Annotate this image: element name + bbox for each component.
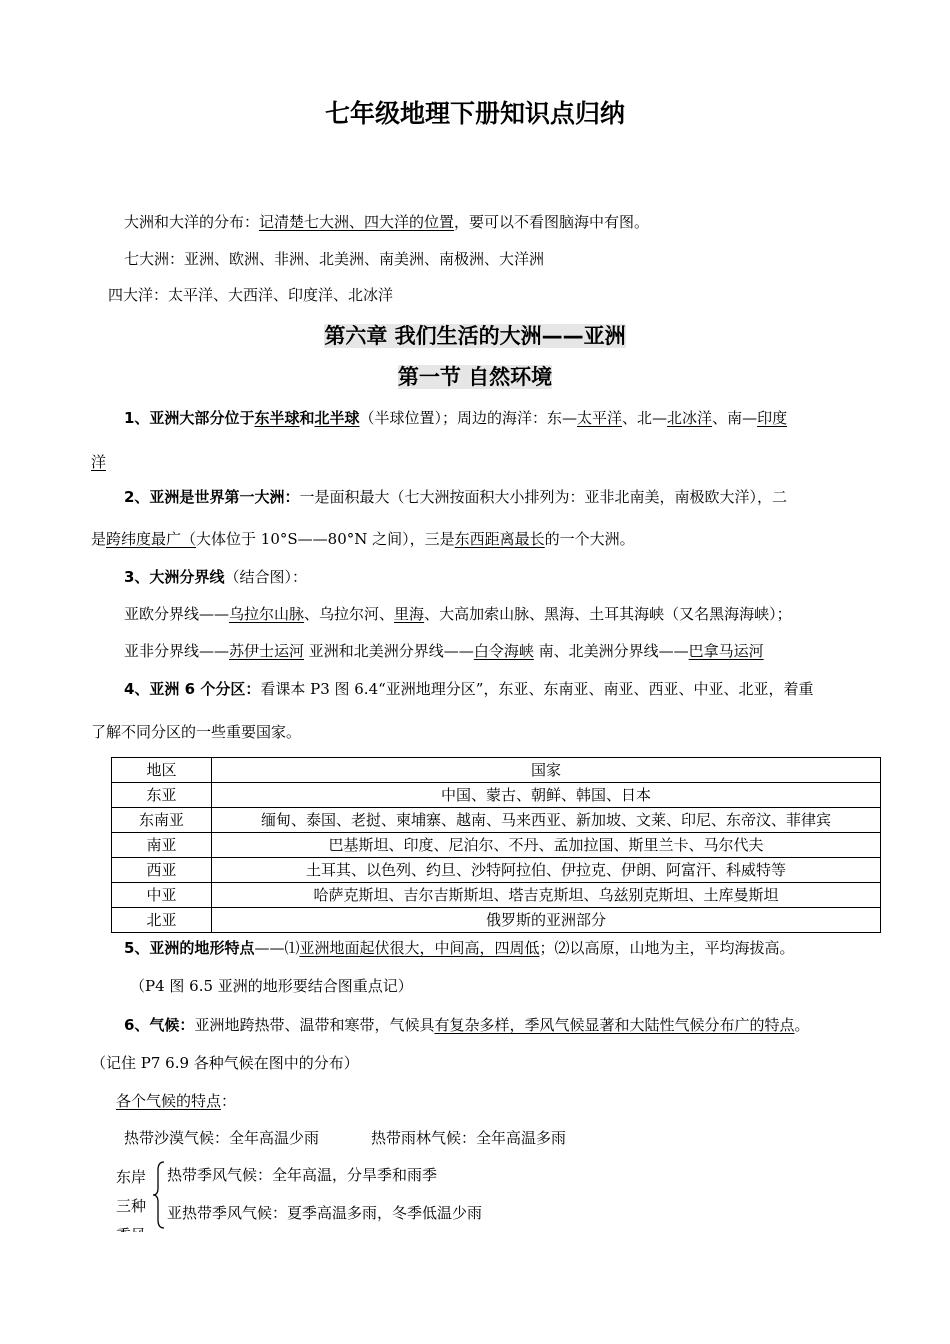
para-4-line-1 — [124, 679, 813, 699]
text: 大洲和大洋的分布： — [124, 213, 260, 231]
intro-line-1 — [124, 212, 649, 232]
table-cell-countries: 中国、蒙古、朝鲜、韩国、日本 — [212, 783, 881, 808]
table-cell-region: 东亚 — [112, 783, 212, 808]
climate-side-label-2: 三种 — [116, 1197, 147, 1215]
underlined-text: 苏伊士运河 — [229, 642, 305, 660]
text: 、大高加索山脉、黑海、土耳其海峡（又名黑海海峡）； — [424, 605, 792, 623]
para-3-line-1 — [124, 604, 792, 624]
table-cell-region: 北亚 — [112, 908, 212, 933]
bold-text: 3、大洲分界线 — [124, 568, 225, 586]
intro-line-3: 四大洋：太平洋、大西洋、印度洋、北冰洋 — [108, 286, 394, 304]
bold-text: 5、亚洲的地形特点 — [124, 939, 255, 957]
para-2-line-1 — [124, 487, 787, 507]
para-6-line-2: （记住 P7 6.9 各种气候在图中的分布） — [91, 1054, 359, 1072]
text: 。 — [794, 1016, 810, 1034]
text: 大体位于 10°S——80°N 之间），三是 — [196, 530, 455, 548]
text: （半球位置）；周边的海洋：东— — [359, 409, 578, 427]
underlined-text: 乌拉尔山脉 — [229, 605, 305, 623]
table-cell-countries: 哈萨克斯坦、吉尔吉斯斯坦、塔吉克斯坦、乌兹别克斯坦、土库曼斯坦 — [212, 883, 881, 908]
table-row — [112, 908, 881, 933]
text: 亚洲和北美洲分界线—— — [304, 642, 474, 660]
text: 南、北美洲分界线—— — [533, 642, 689, 660]
table-cell-region: 南亚 — [112, 833, 212, 858]
underlined-text: 洋 — [91, 453, 107, 471]
text: 是 — [91, 530, 107, 548]
underlined-text: 记清楚七大洲、四大洋的位置 — [259, 213, 455, 231]
text: ，要可以不看图脑海中有图。 — [454, 213, 650, 231]
para-1-line-1 — [124, 408, 787, 428]
section-text: 第一节 自然环境 — [397, 365, 553, 389]
underlined-text: 北半球 — [314, 409, 360, 427]
text: ——⑴ — [254, 939, 300, 957]
text: ；⑵以高原，山地为主，平均海拔高。 — [539, 939, 795, 957]
table-cell-countries: 土耳其、以色列、约旦、沙特阿拉伯、伊拉克、伊朗、阿富汗、科威特等 — [212, 858, 881, 883]
bold-text: 1、亚洲大部分位于 — [124, 409, 255, 427]
text: 亚欧分界线—— — [124, 605, 230, 623]
climate-line-2: 热带季风气候：全年高温，分旱季和雨季 — [167, 1166, 438, 1184]
para-2-line-2 — [91, 529, 635, 549]
text: （结合图）： — [224, 568, 307, 586]
bold-text: 4、亚洲 6 个分区： — [124, 680, 261, 698]
para-3-heading — [124, 567, 307, 587]
table-cell-countries: 俄罗斯的亚洲部分 — [212, 908, 881, 933]
underlined-text: 东西距离最长 — [454, 530, 545, 548]
table-header-row — [112, 758, 881, 783]
text: 一是面积最大（七大洲按面积大小排列为：亚非北南美，南极欧大洋），二 — [299, 488, 787, 506]
underlined-text: 白令海峡 — [473, 642, 534, 660]
region-table — [111, 757, 881, 933]
text: ： — [221, 1092, 237, 1110]
underlined-text: 巴拿马运河 — [688, 642, 764, 660]
underlined-text: 北冰洋 — [667, 409, 713, 427]
text: 亚非分界线—— — [124, 642, 230, 660]
para-5-line-1 — [124, 938, 795, 958]
text: 、南— — [712, 409, 758, 427]
climate-heading — [116, 1091, 236, 1111]
table-row — [112, 858, 881, 883]
table-header-cell: 国家 — [212, 758, 881, 783]
text: 看课本 P3 图 6.4“亚洲地理分区”，东亚、东南亚、南亚、西亚、中亚、北亚，着重 — [260, 680, 814, 698]
text: 热带沙漠气候：全年高温少雨 — [124, 1129, 320, 1147]
chapter-text: 第六章 我们生活的大洲——亚洲 — [324, 324, 626, 348]
climate-line-1 — [124, 1128, 566, 1148]
text: 、乌拉尔河、 — [304, 605, 395, 623]
underlined-text: 里海 — [394, 605, 425, 623]
text: 亚洲地跨热带、温带和寒带，气候具 — [194, 1016, 435, 1034]
table-cell-countries: 巴基斯坦、印度、尼泊尔、不丹、孟加拉国、斯里兰卡、马尔代夫 — [212, 833, 881, 858]
section-heading — [0, 361, 950, 391]
page-title: 七年级地理下册知识点归纳 — [324, 99, 625, 128]
bold-text: 和 — [299, 409, 315, 427]
text: 、北— — [622, 409, 668, 427]
table-row — [112, 883, 881, 908]
bold-text: 6、气候： — [124, 1016, 195, 1034]
para-5-line-2: （P4 图 6.5 亚洲的地形要结合图重点记） — [130, 977, 413, 995]
text: 热带雨林气候：全年高温多雨 — [371, 1129, 567, 1147]
underlined-text: 印度 — [757, 409, 788, 427]
underlined-text: 跨纬度最广（ — [106, 530, 197, 548]
chapter-heading — [0, 320, 950, 350]
para-6-line-1 — [124, 1015, 809, 1035]
para-1-line-2 — [91, 452, 106, 472]
underlined-text: 有复杂多样，季风气候显著和大陆性气候分布广的特点 — [434, 1016, 795, 1034]
underlined-text: 太平洋 — [577, 409, 623, 427]
page-bottom-margin — [0, 1232, 950, 1344]
table-row — [112, 808, 881, 833]
underlined-text: 东半球 — [254, 409, 300, 427]
para-3-line-2 — [124, 641, 764, 661]
text: 的一个大洲。 — [544, 530, 635, 548]
curly-brace-icon — [152, 1160, 166, 1230]
table-row — [112, 783, 881, 808]
table-cell-region: 中亚 — [112, 883, 212, 908]
climate-side-label-1: 东岸 — [116, 1168, 147, 1186]
bold-text: 2、亚洲是世界第一大洲： — [124, 488, 300, 506]
underlined-text: 亚洲地面起伏很大，中间高，四周低 — [299, 939, 540, 957]
table-cell-countries: 缅甸、泰国、老挝、柬埔寨、越南、马来西亚、新加坡、文莱、印尼、东帝汶、菲律宾 — [212, 808, 881, 833]
table-cell-region: 西亚 — [112, 858, 212, 883]
table-row — [112, 833, 881, 858]
para-4-line-2: 了解不同分区的一些重要国家。 — [91, 723, 302, 741]
intro-line-2: 七大洲：亚洲、欧洲、非洲、北美洲、南美洲、南极洲、大洋洲 — [124, 250, 545, 268]
underlined-text: 各个气候的特点 — [116, 1092, 222, 1110]
climate-line-3: 亚热带季风气候：夏季高温多雨，冬季低温少雨 — [167, 1204, 483, 1222]
table-header-cell: 地区 — [112, 758, 212, 783]
table-cell-region: 东南亚 — [112, 808, 212, 833]
